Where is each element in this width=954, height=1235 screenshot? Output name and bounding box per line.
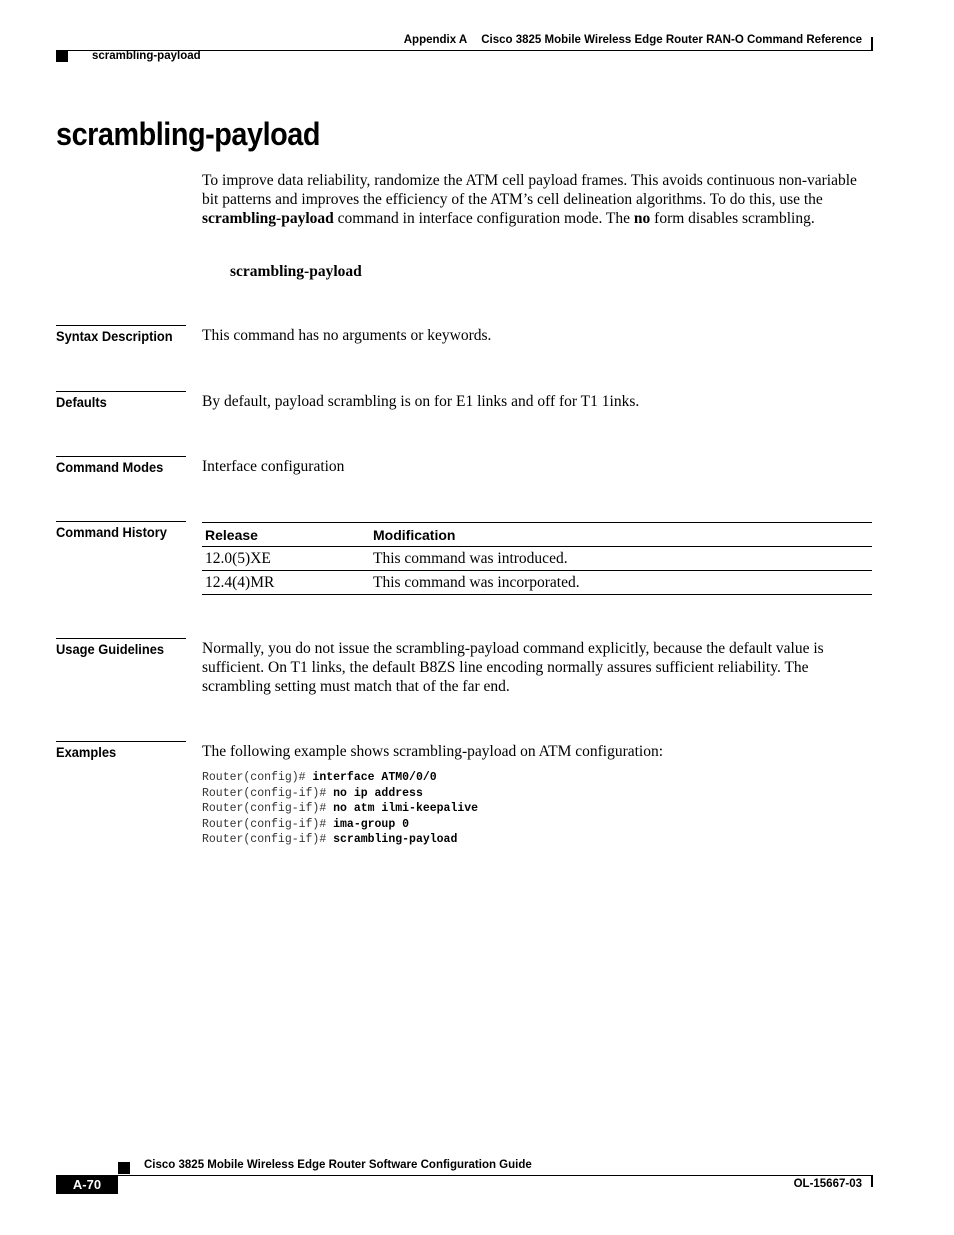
code-line	[202, 817, 478, 833]
intro-no-keyword: no	[633, 210, 651, 227]
table-row	[202, 547, 872, 571]
command-history-heading: Command History	[56, 521, 186, 540]
code-line	[202, 786, 478, 802]
modification-cell: This command was introduced.	[370, 547, 872, 571]
examples-text: The following example shows scrambling-payload on ATM configuration:	[202, 743, 664, 760]
intro-text-2: command in interface configuration mode. The	[333, 210, 634, 227]
header-section-name: scrambling-payload	[92, 50, 201, 62]
command-modes-heading: Command Modes	[56, 456, 186, 475]
code-command: scrambling-payload	[333, 833, 458, 847]
footer-square-marker	[118, 1162, 130, 1174]
release-cell: 12.4(4)MR	[202, 571, 370, 595]
example-code-block	[202, 770, 478, 848]
defaults-heading: Defaults	[56, 391, 186, 410]
code-command: no atm ilmi-keepalive	[333, 802, 479, 816]
code-prompt: Router(config-if)#	[202, 833, 334, 847]
footer-guide-title: Cisco 3825 Mobile Wireless Edge Router Software Configuration Guide	[144, 1159, 532, 1171]
intro-text-1: To improve data reliability, randomize the ATM cell payload frames. This avoids continuous non-variable bit patterns and improves the efficiency of the ATM’s cell delineation algorithms. To do this, use the	[202, 172, 857, 208]
code-prompt: Router(config-if)#	[202, 802, 334, 816]
page-title: scrambling-payload	[56, 116, 320, 152]
column-header-release: Release	[202, 523, 370, 547]
footer-doc-number: OL-15667-03	[793, 1178, 862, 1190]
intro-text-3: form disables scrambling.	[650, 210, 815, 227]
intro-command: scrambling-payload	[202, 210, 334, 227]
intro-paragraph	[202, 171, 870, 228]
code-prompt: Router(config)#	[202, 771, 313, 784]
syntax-description-text: This command has no arguments or keywords.	[202, 327, 492, 344]
defaults-text: By default, payload scrambling is on for E1 links and off for T1 1inks.	[202, 393, 640, 410]
header-book-title: Cisco 3825 Mobile Wireless Edge Router RAN-O Command Reference	[481, 34, 862, 46]
footer-rule	[118, 1175, 873, 1176]
usage-guidelines-heading: Usage Guidelines	[56, 638, 186, 657]
usage-guidelines-text: Normally, you do not issue the scrambling-payload command explicitly, because the default value is sufficient. On T1 links, the default B8ZS line encoding normally assures sufficient reliability. The scrambling setting must match that of the far end.	[202, 640, 824, 695]
code-line	[202, 832, 478, 848]
code-command: ima-group 0	[333, 817, 410, 831]
running-header	[404, 34, 862, 46]
table-row	[202, 571, 872, 595]
code-command: no ip address	[333, 786, 423, 800]
page-number-badge: A-70	[56, 1175, 118, 1194]
modification-cell: This command was incorporated.	[370, 571, 872, 595]
code-prompt: Router(config-if)#	[202, 786, 334, 800]
header-appendix: Appendix A	[403, 34, 468, 46]
code-line	[202, 801, 478, 817]
syntax-description-heading: Syntax Description	[56, 325, 186, 344]
code-prompt: Router(config-if)#	[202, 817, 334, 831]
command-history-table	[202, 522, 872, 595]
release-cell: 12.0(5)XE	[202, 547, 370, 571]
examples-heading: Examples	[56, 741, 186, 760]
header-square-marker	[56, 51, 68, 62]
command-modes-text: Interface configuration	[202, 458, 345, 475]
code-command: interface ATM0/0/0	[312, 771, 437, 784]
header-tick-mark	[871, 37, 873, 51]
column-header-modification: Modification	[370, 523, 872, 547]
code-line	[202, 770, 478, 786]
command-syntax: scrambling-payload	[230, 263, 362, 280]
footer-tick-mark	[871, 1175, 873, 1187]
table-header-row	[202, 523, 872, 547]
